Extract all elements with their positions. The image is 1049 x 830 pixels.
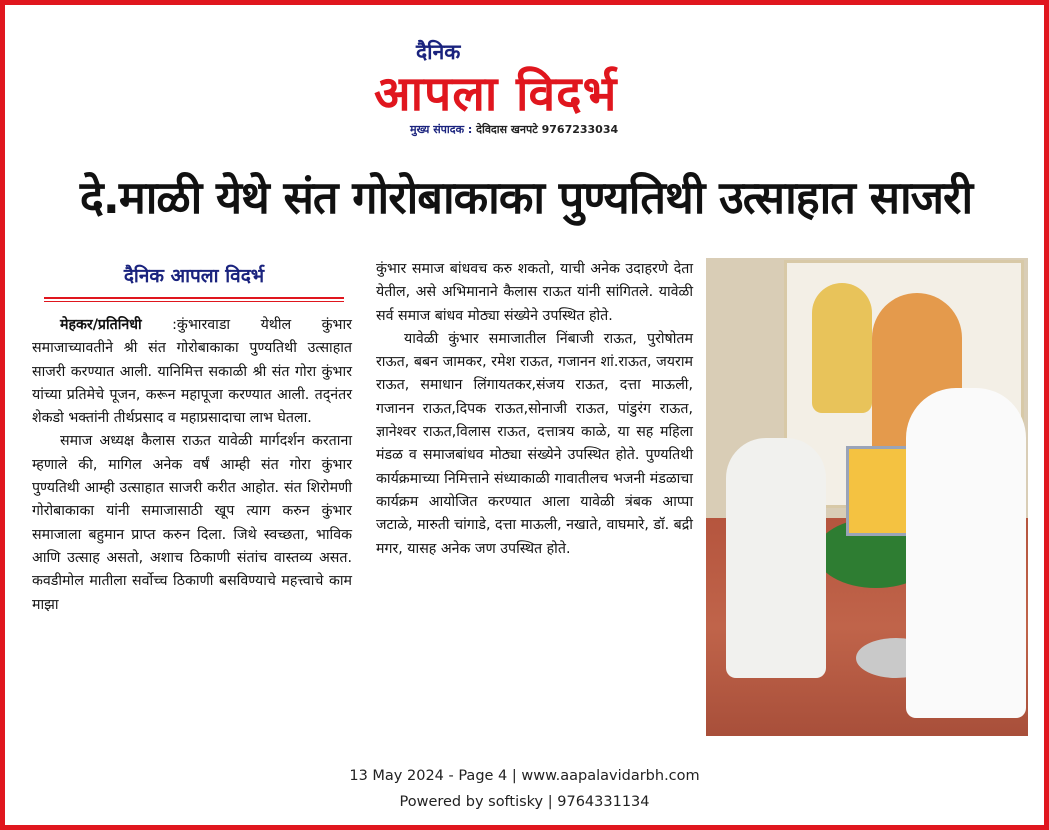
footer-powered-by: Powered by softisky | 9764331134	[399, 794, 650, 810]
photo-person-bending	[906, 388, 1026, 718]
masthead-title: आपला विदर्भ	[374, 66, 618, 122]
title-rule-thin	[44, 301, 344, 302]
paragraph-text: :कुंभारवाडा येथील कुंभार समाजाच्यावतीने श्री संत गोरोबाकाका पुण्यतिथी उत्साहात साजरी करण्यात आली. यानिमित्त सकाळी श्री संत गोरा कुंभार यांच्या प्रतिमेचे पूजन, करून महापूजा करण्यात आली. तद्नंतर शेकडो भक्तांनी तीर्थप्रसाद व महाप्रसादाचा लाभ घेतला.	[32, 317, 352, 427]
column-byline-title: दैनिक आपला विदर्भ	[123, 265, 265, 287]
painting-figure	[812, 283, 872, 413]
editor-value: देविदास खनपटे 9767233034	[476, 123, 619, 136]
article-column-1	[32, 314, 352, 617]
paragraph: यावेळी कुंभार समाजातील निंबाजी राऊत, पुरोषोतम राऊत, बबन जामकर, रमेश राऊत, गजानन शां.राऊत, जयराम राऊत, समाधान लिंगायतकर,संजय राऊत, दत्ता माऊली, गजानन राऊत,दिपक राऊत,सोनाजी राऊत, पांडुरंग राऊत, ज्ञानेश्वर राऊत,विलास राऊत, दत्तात्रय काळे, या सह महिला मंडळ व समाजबांधव मोठ्या संख्येने उपस्थित होते. पुण्यतिथी कार्यक्रमाच्या निमित्ताने संध्याकाळी गावातीलच भजनी मंडळाचा कार्यक्रम आयोजित करण्यात आला यावेळी त्रंबक आप्पा जटाळे, मारुती चांगाडे, दत्ता माऊली, नखाते, वाघमारे, डॉ. बद्री मगर, यासह अनेक जण उपस्थित होते.	[376, 330, 693, 557]
footer-date-page: 13 May 2024 - Page 4 | www.aapalavidarbh.com	[349, 768, 700, 784]
editor-label: मुख्य संपादक :	[410, 123, 473, 136]
dateline: मेहकर/प्रतिनिधी	[60, 317, 142, 333]
article-photo	[706, 258, 1028, 736]
masthead-daily-label: दैनिक	[416, 40, 461, 64]
paragraph: समाज अध्यक्ष कैलास राऊत यावेळी मार्गदर्शन करताना म्हणाले की, मागिल अनेक वर्षं आम्ही संत गोरा कुंभार पुण्यतिथी आम्ही उत्साहात साजरी करीत आहोत. संत शिरोमणी गोरोबाकाका यांनी समाजासाठी खूप त्याग करुन कुंभार समाजाला बहुमान प्राप्त करुन दिला. जिथे स्वच्छता, भाविक आणि उत्साह असतो, अशाच ठिकाणी संतांच वास्तव्य असत. कवडीमोल मातीला सर्वोच्च ठिकाणी बसविण्याचे महत्त्वाचे काम माझा	[32, 433, 352, 613]
article-headline: दे.माळी येथे संत गोरोबाकाका पुण्यतिथी उत्साहात साजरी	[79, 171, 973, 224]
masthead	[330, 38, 720, 143]
photo-person-seated	[726, 438, 826, 678]
article-column-2	[376, 258, 693, 561]
paragraph	[32, 314, 352, 430]
title-rule	[44, 297, 344, 299]
masthead-editor-line	[410, 122, 618, 137]
paragraph: कुंभार समाज बांधवच करु शकतो, याची अनेक उदाहरणे देता येतील, असे अभिमानाने कैलास राऊत यांनी सांगितले. यावेळी सर्व समाज बांधव मोठ्या संख्येने उपस्थित होते.	[376, 261, 693, 324]
